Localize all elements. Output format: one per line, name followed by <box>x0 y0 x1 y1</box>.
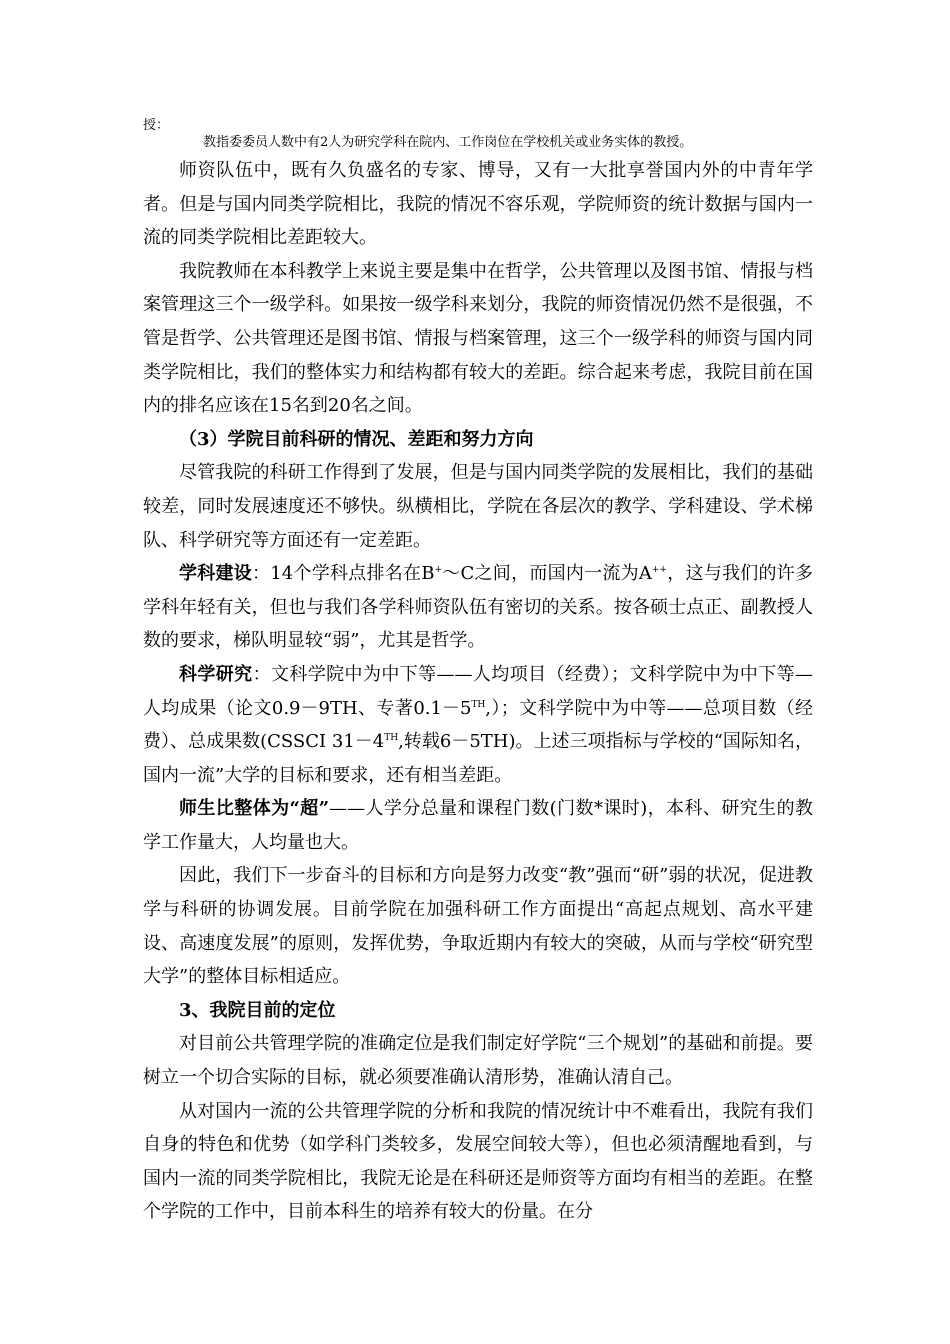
text-span: ——人学分总量和课程门数(门数*课时)，本科、研究生的教学工作量大，人均量也大。 <box>143 798 813 853</box>
label-teacher-student-ratio: 师生比整体为“超” <box>179 798 330 820</box>
paragraph-teacher-student-ratio <box>143 792 813 859</box>
paragraph-next-goals: 因此，我们下一步奋斗的目标和方向是努力改变“教”强而“研”弱的状况，促进教学与科研的协调发展。目前学院在加强科研工作方面提出“高起点规划、高水平建设、高速度发展”的原则，发挥优势，争取近期内有较大的突破，从而与学校“研究型大学”的整体目标相适应。 <box>143 865 813 988</box>
paragraph-positioning-analysis: 从对国内一流的公共管理学院的分析和我院的情况统计中不难看出，我院有我们自身的特色和优势（如学科门类较多，发展空间较大等），但也必须清醒地看到，与国内一流的同类学院相比，我院无论是在科研还是师资等方面均有相当的差距。在整个学院的工作中，目前本科生的培养有较大的份量。在分 <box>143 1100 813 1223</box>
text-span: ，这与我们的许多学科年轻有关，但也与我们各学科师资队伍有密切的关系。按各硕士点正、副教授人数的要求，梯队明显较“弱”，尤其是哲学。 <box>143 563 813 652</box>
superscript: + <box>434 565 443 576</box>
section-heading-research: （3）学院目前科研的情况、差距和努力方向 <box>179 428 534 450</box>
paragraph-discipline-building <box>143 557 813 658</box>
superscript: ++ <box>651 565 667 576</box>
superscript: TH <box>384 733 399 744</box>
section-heading-positioning: 3、我院目前的定位 <box>179 999 336 1021</box>
label-discipline-building: 学科建设 <box>179 563 253 585</box>
text-span: ,转载6－5TH)。上述三项指标与学校的“国际知名，国内一流”大学的目标和要求，还有相当差距。 <box>143 731 813 786</box>
superscript: TH <box>471 699 486 710</box>
text-span: ,）；文科学院中为中等——总项目数（经费）、总成果数(CSSCI 31－4 <box>143 697 813 753</box>
body-text <box>143 154 813 1229</box>
text-span: ：14个学科点排名在B <box>252 563 435 585</box>
text-span: ～C之间，而国内一流为A <box>442 563 652 585</box>
footnote-marker: 授： <box>143 118 170 133</box>
paragraph-faculty-intro: 师资队伍中，既有久负盛名的专家、博导，又有一大批享誉国内外的中青年学者。但是与国内同类学院相比，我院的情况不容乐观，学院师资的统计数据与国内一流的同类学院相比差距较大。 <box>143 160 813 249</box>
paragraph-research-gap: 尽管我院的科研工作得到了发展，但是与国内同类学院的发展相比，我们的基础较差，同时发展速度还不够快。纵横相比，学院在各层次的教学、学科建设、学术梯队、科学研究等方面还有一定差距。 <box>143 462 813 551</box>
footnote-text: 教指委委员人数中有2人为研究学科在院内、工作岗位在学校机关或业务实体的教授。 <box>203 135 693 150</box>
paragraph-faculty-disciplines: 我院教师在本科教学上来说主要是集中在哲学，公共管理以及图书馆、情报与档案管理这三个一级学科。如果按一级学科来划分，我院的师资情况仍然不是很强，不管是哲学、公共管理还是图书馆、情报与档案管理，这三个一级学科的师资与国内同类学院相比，我们的整体实力和结构都有较大的差距。综合起来考虑，我院目前在国内的排名应该在15名到20名之间。 <box>143 260 813 417</box>
text-span: ：文科学院中为中下等——人均项目（经费）；文科学院中为中下等—人均成果（论文0.9－9TH、专著0.1－5 <box>143 663 813 719</box>
label-scientific-research: 科学研究 <box>179 663 253 685</box>
paragraph-positioning-premise: 对目前公共管理学院的准确定位是我们制定好学院“三个规划”的基础和前提。要树立一个切合实际的目标，就必须要准确认清形势，准确认清自己。 <box>143 1033 813 1089</box>
paragraph-scientific-research <box>143 658 813 792</box>
